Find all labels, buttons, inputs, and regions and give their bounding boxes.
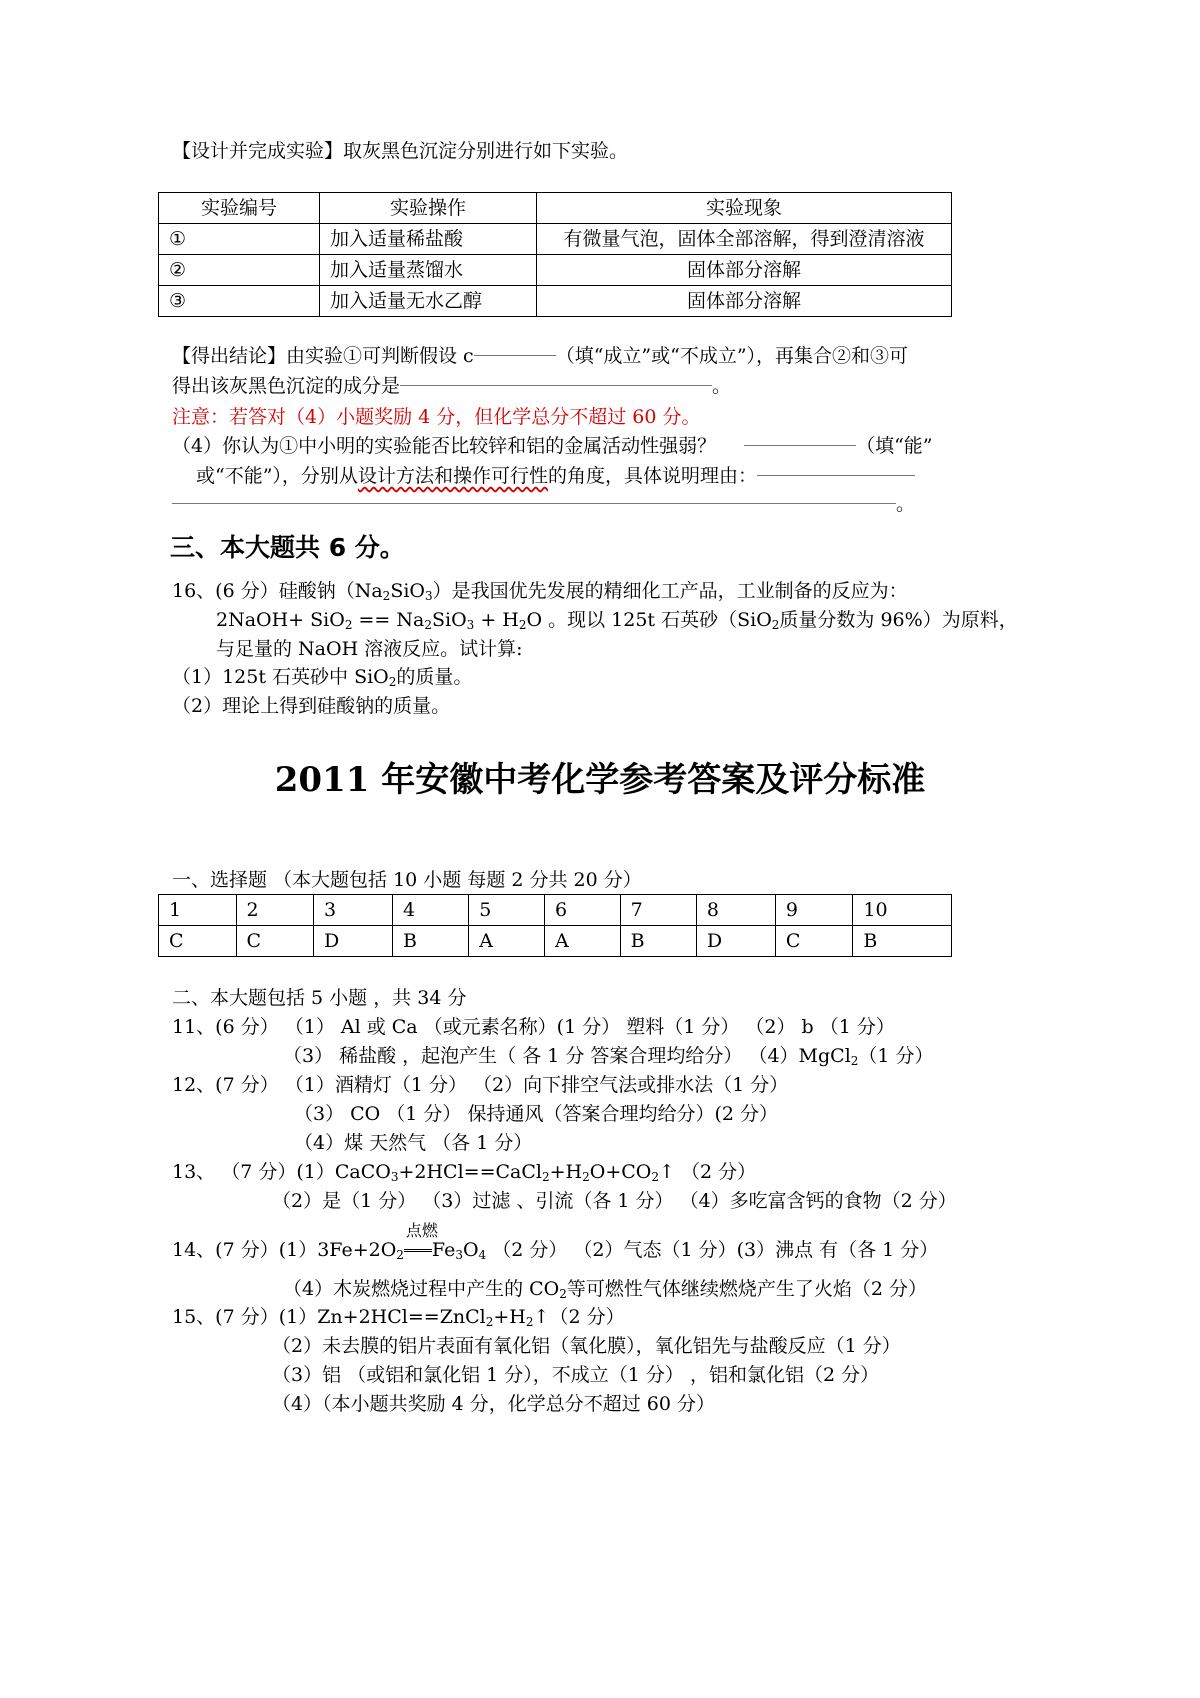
table-header: 实验操作	[320, 193, 537, 224]
table-cell: 加入适量稀盐酸	[320, 224, 537, 255]
part-1-heading: 一、选择题 （本大题包括 10 小题 每题 2 分共 20 分）	[172, 869, 642, 891]
table-cell: ①	[159, 224, 320, 255]
text: 16、(6 分）硅酸钠（Na	[172, 580, 383, 602]
q15-line-3: （3）铝 （或铝和氯化铝 1 分），不成立（1 分） ，铝和氯化铝（2 分）	[272, 1364, 880, 1386]
subscript: 2	[651, 1170, 660, 1184]
q11-line-2	[283, 1043, 934, 1069]
subscript: 4	[478, 1248, 487, 1262]
subscript: 2	[771, 618, 780, 632]
text: 。	[896, 493, 916, 515]
text: SiO	[431, 609, 467, 631]
text: ↑ （2 分）	[659, 1161, 757, 1183]
subscript: 2	[541, 1170, 550, 1184]
text: （1）125t 石英砂中 SiO	[172, 666, 389, 688]
q16-line-2	[216, 607, 1018, 633]
table-cell: 固体部分溶解	[537, 286, 952, 317]
table-row	[159, 286, 952, 317]
subscript: 2	[382, 589, 391, 603]
table-cell: 8	[696, 895, 775, 926]
q13-line-2: （2）是（1 分） （3）过滤 、引流（各 1 分） （4）多吃富含钙的食物（2 分）	[272, 1190, 957, 1212]
q16-line-3: 与足量的 NaOH 溶液反应。试计算:	[216, 638, 523, 660]
subscript: 3	[466, 618, 475, 632]
text: （1 分）	[858, 1045, 934, 1067]
answer-blank	[172, 503, 896, 504]
q16-line-1	[172, 578, 908, 604]
subscript: 3	[424, 589, 433, 603]
text: ↑（2 分）	[533, 1306, 625, 1328]
text: 的角度，具体说明理由：	[547, 465, 757, 487]
conclusion-line-1	[172, 343, 908, 369]
part-2-heading: 二、本大题包括 5 小题 ，共 34 分	[172, 987, 467, 1009]
subscript: 3	[455, 1248, 463, 1262]
text: （4）木炭燃烧过程中产生的 CO	[283, 1278, 560, 1300]
reaction-condition	[404, 1221, 438, 1263]
table-cell: 5	[469, 895, 545, 926]
section-3-heading: 三、本大题共 6 分。	[170, 533, 405, 562]
subscript: 2	[525, 1315, 534, 1329]
q14-line-1	[172, 1221, 939, 1263]
text: 得出该灰黑色沉淀的成分是	[172, 375, 401, 397]
q4-line-3	[172, 491, 915, 517]
subscript: 2	[850, 1054, 859, 1068]
subscript: 2	[485, 1315, 494, 1329]
table-cell: A	[544, 926, 620, 957]
text: （2 分） （2）气态（1 分）(3）沸点 有（各 1 分）	[486, 1239, 939, 1261]
table-row	[159, 255, 952, 286]
text: 14、(7 分）(1）3Fe+2O	[172, 1239, 397, 1261]
table-cell: 6	[544, 895, 620, 926]
q14-line-2	[283, 1276, 927, 1302]
q11-line-1: 11、(6 分） （1） Al 或 Ca （或元素名称）(1 分） 塑料（1 分） （2） b （1 分）	[172, 1016, 895, 1038]
bonus-note: 注意：若答对（4）小题奖励 4 分，但化学总分不超过 60 分。	[172, 406, 701, 428]
table-cell: D	[696, 926, 775, 957]
text: 13、 （7 分）(1）CaCO	[172, 1161, 391, 1183]
text: Fe	[431, 1239, 456, 1261]
table-cell: 3	[314, 895, 393, 926]
subscript: 2	[518, 618, 527, 632]
answer-blank	[474, 355, 556, 356]
text: （4）你认为①中小明的实验能否比较锌和铝的金属活动性强弱？	[172, 435, 717, 457]
subscript: 2	[559, 1287, 567, 1301]
table-cell: 9	[775, 895, 853, 926]
q12-line-3: （4）煤 天然气 （各 1 分）	[294, 1132, 533, 1154]
table-row	[159, 926, 952, 957]
table-cell: 10	[853, 895, 952, 926]
conclusion-line-2	[172, 373, 731, 399]
subscript: 2	[388, 675, 397, 689]
table-cell: 固体部分溶解	[537, 255, 952, 286]
text: 【得出结论】由实验①可判断假设 c	[172, 345, 474, 367]
text: O+CO	[589, 1161, 652, 1183]
text: 质量分数为 96%）为原料，	[779, 609, 1018, 631]
table-cell: C	[236, 926, 314, 957]
table-cell: B	[393, 926, 469, 957]
experiment-table	[158, 192, 952, 317]
subscript: 2	[582, 1170, 590, 1184]
q12-line-1: 12、(7 分） （1）酒精灯（1 分） （2）向下排空气法或排水法（1 分）	[172, 1074, 789, 1096]
underlined-text: 设计方法和操作可行性	[357, 465, 548, 487]
text: 15、(7 分）(1）Zn+2HCl==ZnCl	[172, 1306, 486, 1328]
answer-blank	[757, 475, 915, 476]
text: +H	[493, 1306, 526, 1328]
table-cell: 2	[236, 895, 314, 926]
table-row	[159, 224, 952, 255]
table-cell: A	[469, 926, 545, 957]
table-cell: 7	[620, 895, 696, 926]
text: 。	[712, 375, 732, 397]
text: 2NaOH+ SiO	[216, 609, 345, 631]
q12-line-2: （3） CO （1 分） 保持通风（答案合理均给分）(2 分）	[294, 1103, 778, 1125]
table-cell: B	[853, 926, 952, 957]
q13-line-1	[172, 1159, 756, 1185]
equals-sign	[404, 1249, 432, 1252]
q4-line-1	[172, 433, 933, 459]
table-cell: C	[159, 926, 237, 957]
text: （填“成立”或“不成立”），再集合②和③可	[555, 345, 909, 367]
text: + H	[474, 609, 519, 631]
table-header: 实验编号	[159, 193, 320, 224]
answers-title: 2011 年安徽中考化学参考答案及评分标准	[274, 760, 926, 800]
design-heading: 【设计并完成实验】取灰黑色沉淀分别进行如下实验。	[172, 140, 629, 162]
answer-blank	[400, 385, 712, 386]
table-header: 实验现象	[537, 193, 952, 224]
text: SiO	[390, 580, 425, 602]
table-cell: ②	[159, 255, 320, 286]
text: +H	[549, 1161, 583, 1183]
subscript: 2	[424, 618, 432, 632]
answer-blank	[744, 445, 856, 446]
text: +2HCl==CaCl	[398, 1161, 542, 1183]
q16-line-4	[172, 664, 472, 690]
table-row	[159, 895, 952, 926]
text: ）是我国优先发展的精细化工产品，工业制备的反应为：	[432, 580, 908, 602]
text: O 。现以 125t 石英砂（SiO	[526, 609, 772, 631]
table-cell: C	[775, 926, 853, 957]
table-cell: 加入适量无水乙醇	[320, 286, 537, 317]
text: 等可燃性气体继续燃烧产生了火焰（2 分）	[566, 1278, 928, 1300]
text: 的质量。	[396, 666, 473, 688]
text: （填“能”	[856, 435, 933, 457]
text: == Na	[352, 609, 425, 631]
table-cell: B	[620, 926, 696, 957]
text: 或“不能”），分别从	[196, 465, 358, 487]
subscript: 2	[344, 618, 353, 632]
table-cell: D	[314, 926, 393, 957]
table-cell: ③	[159, 286, 320, 317]
table-cell: 加入适量蒸馏水	[320, 255, 537, 286]
text: O	[462, 1239, 479, 1261]
subscript: 2	[396, 1248, 404, 1262]
text: （3） 稀盐酸 ，起泡产生（ 各 1 分 答案合理均给分） （4）MgCl	[283, 1045, 851, 1067]
table-cell: 1	[159, 895, 237, 926]
table-cell: 有微量气泡，固体全部溶解，得到澄清溶液	[537, 224, 952, 255]
q4-line-2	[196, 463, 915, 489]
subscript: 3	[390, 1170, 399, 1184]
condition-label: 点燃	[405, 1221, 438, 1240]
q16-line-5: （2）理论上得到硅酸钠的质量。	[172, 695, 451, 717]
q15-line-2: （2）未去膜的铝片表面有氧化铝（氧化膜），氧化铝先与盐酸反应（1 分）	[272, 1335, 901, 1357]
q15-line-4: （4）（本小题共奖励 4 分，化学总分不超过 60 分）	[272, 1393, 716, 1415]
table-cell: 4	[393, 895, 469, 926]
answer-key-table	[158, 894, 952, 957]
q15-line-1	[172, 1304, 625, 1330]
table-header-row	[159, 193, 952, 224]
